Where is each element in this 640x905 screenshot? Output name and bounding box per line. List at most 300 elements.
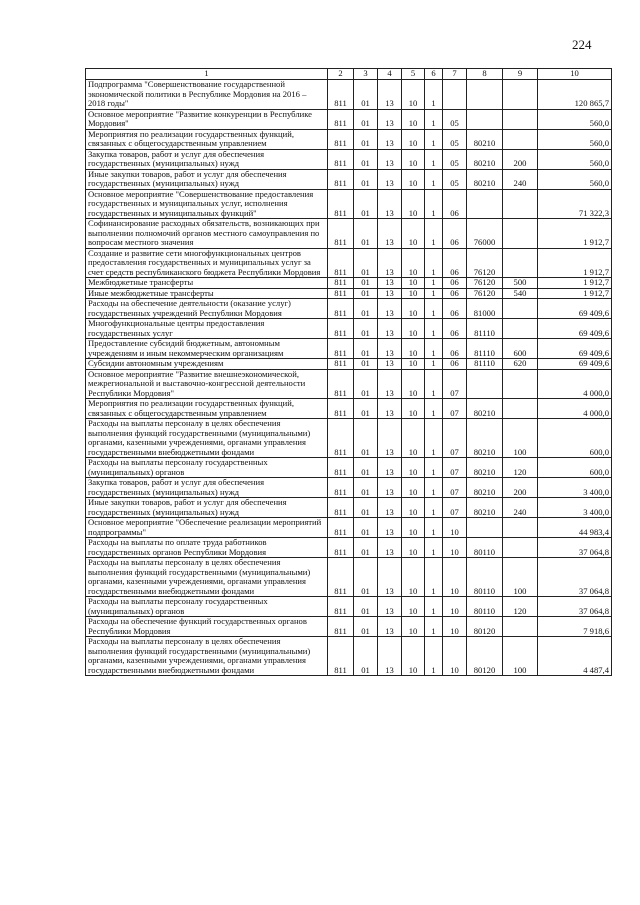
subsection-cell: 13 <box>378 369 402 399</box>
program-cell: 10 <box>402 288 425 299</box>
section-cell: 01 <box>354 419 378 458</box>
measure-cell: 07 <box>443 458 467 478</box>
table-row <box>86 558 612 597</box>
table-row <box>86 219 612 249</box>
direction-cell: 81110 <box>467 339 503 359</box>
page-number: 224 <box>572 37 592 52</box>
direction-cell: 80210 <box>467 478 503 498</box>
amount-cell: 1 912,7 <box>538 278 612 289</box>
subprogram-cell: 1 <box>425 339 443 359</box>
subprogram-cell: 1 <box>425 597 443 617</box>
table-row <box>86 538 612 558</box>
admin-code-cell: 811 <box>328 359 354 370</box>
section-cell: 01 <box>354 597 378 617</box>
direction-cell: 80210 <box>467 458 503 478</box>
table-row <box>86 299 612 319</box>
row-name-cell: Предоставление субсидий бюджетным, автономным учреждениям и иным некоммерческим организациям <box>86 339 328 359</box>
table-row <box>86 369 612 399</box>
admin-code-cell: 811 <box>328 399 354 419</box>
table-body <box>86 80 612 676</box>
admin-code-cell: 811 <box>328 538 354 558</box>
measure-cell: 06 <box>443 189 467 219</box>
row-name-cell: Софинансирование расходных обязательств, возникающих при выполнении полномочий органов местного самоуправления по вопросам местного значения <box>86 219 328 249</box>
amount-cell: 560,0 <box>538 129 612 149</box>
amount-cell: 3 400,0 <box>538 478 612 498</box>
admin-code-cell: 811 <box>328 248 354 278</box>
subsection-cell: 13 <box>378 399 402 419</box>
row-name-cell: Основное мероприятие "Развитие конкуренции в Республике Мордовия" <box>86 109 328 129</box>
amount-cell: 560,0 <box>538 149 612 169</box>
section-cell: 01 <box>354 458 378 478</box>
column-header: 1 <box>86 69 328 80</box>
program-cell: 10 <box>402 219 425 249</box>
admin-code-cell: 811 <box>328 478 354 498</box>
row-name-cell: Подпрограмма "Совершенствование государственной экономической политики в Республике Мордовия на 2016 – 2018 годы" <box>86 80 328 110</box>
section-cell: 01 <box>354 189 378 219</box>
direction-cell: 80210 <box>467 498 503 518</box>
subprogram-cell: 1 <box>425 149 443 169</box>
row-name-cell: Расходы на выплаты персоналу государственных (муниципальных) органов <box>86 597 328 617</box>
measure-cell: 10 <box>443 597 467 617</box>
section-cell: 01 <box>354 288 378 299</box>
amount-cell: 37 064,8 <box>538 597 612 617</box>
measure-cell: 05 <box>443 129 467 149</box>
subsection-cell: 13 <box>378 458 402 478</box>
direction-cell: 80110 <box>467 538 503 558</box>
row-name-cell: Расходы на выплаты персоналу в целях обеспечения выполнения функций государственными (муниципальными) органами, казенными учреждениями, органами управления государственными внебюджетными фондами <box>86 419 328 458</box>
subsection-cell: 13 <box>378 359 402 370</box>
amount-cell: 69 409,6 <box>538 319 612 339</box>
table-row <box>86 637 612 676</box>
row-name-cell: Расходы на выплаты по оплате труда работников государственных органов Республики Мордовия <box>86 538 328 558</box>
expense-type-cell: 100 <box>503 419 538 458</box>
section-cell: 01 <box>354 518 378 538</box>
subprogram-cell: 1 <box>425 518 443 538</box>
measure-cell: 10 <box>443 617 467 637</box>
subprogram-cell: 1 <box>425 219 443 249</box>
direction-cell: 76120 <box>467 288 503 299</box>
amount-cell: 4 487,4 <box>538 637 612 676</box>
amount-cell: 69 409,6 <box>538 299 612 319</box>
column-header: 7 <box>443 69 467 80</box>
amount-cell: 560,0 <box>538 109 612 129</box>
table-row <box>86 617 612 637</box>
subsection-cell: 13 <box>378 129 402 149</box>
subprogram-cell: 1 <box>425 278 443 289</box>
budget-table <box>85 68 612 676</box>
row-name-cell: Создание и развитие сети многофункциональных центров предоставления государственных и муниципальных услуг за счет средств республиканского бюджета Республики Мордовия <box>86 248 328 278</box>
section-cell: 01 <box>354 637 378 676</box>
table-row <box>86 278 612 289</box>
section-cell: 01 <box>354 359 378 370</box>
expense-type-cell: 120 <box>503 597 538 617</box>
amount-cell: 120 865,7 <box>538 80 612 110</box>
column-header: 10 <box>538 69 612 80</box>
admin-code-cell: 811 <box>328 219 354 249</box>
admin-code-cell: 811 <box>328 558 354 597</box>
subprogram-cell: 1 <box>425 169 443 189</box>
table-row <box>86 458 612 478</box>
expense-type-cell <box>503 518 538 538</box>
measure-cell: 05 <box>443 109 467 129</box>
row-name-cell: Мероприятия по реализации государственных функций, связанных с общегосударственным управлением <box>86 129 328 149</box>
row-name-cell: Расходы на выплаты персоналу государственных (муниципальных) органов <box>86 458 328 478</box>
expense-type-cell: 240 <box>503 498 538 518</box>
subsection-cell: 13 <box>378 109 402 129</box>
subsection-cell: 13 <box>378 597 402 617</box>
measure-cell: 06 <box>443 248 467 278</box>
admin-code-cell: 811 <box>328 109 354 129</box>
row-name-cell: Основное мероприятие "Обеспечение реализации мероприятий подпрограммы" <box>86 518 328 538</box>
program-cell: 10 <box>402 637 425 676</box>
table-row <box>86 129 612 149</box>
admin-code-cell: 811 <box>328 637 354 676</box>
program-cell: 10 <box>402 80 425 110</box>
measure-cell: 06 <box>443 319 467 339</box>
program-cell: 10 <box>402 498 425 518</box>
section-cell: 01 <box>354 149 378 169</box>
measure-cell: 07 <box>443 369 467 399</box>
admin-code-cell: 811 <box>328 458 354 478</box>
subprogram-cell: 1 <box>425 458 443 478</box>
subsection-cell: 13 <box>378 219 402 249</box>
measure-cell: 10 <box>443 518 467 538</box>
amount-cell: 1 912,7 <box>538 288 612 299</box>
program-cell: 10 <box>402 339 425 359</box>
program-cell: 10 <box>402 149 425 169</box>
program-cell: 10 <box>402 478 425 498</box>
subsection-cell: 13 <box>378 169 402 189</box>
subsection-cell: 13 <box>378 637 402 676</box>
expense-type-cell <box>503 109 538 129</box>
column-header: 9 <box>503 69 538 80</box>
section-cell: 01 <box>354 558 378 597</box>
direction-cell: 80210 <box>467 129 503 149</box>
section-cell: 01 <box>354 129 378 149</box>
direction-cell <box>467 80 503 110</box>
measure-cell <box>443 80 467 110</box>
expense-type-cell <box>503 369 538 399</box>
row-name-cell: Расходы на выплаты персоналу в целях обеспечения выполнения функций государственными (муниципальными) органами, казенными учреждениями, органами управления государственными внебюджетными фондами <box>86 558 328 597</box>
program-cell: 10 <box>402 169 425 189</box>
measure-cell: 06 <box>443 288 467 299</box>
subsection-cell: 13 <box>378 339 402 359</box>
subsection-cell: 13 <box>378 299 402 319</box>
expense-type-cell: 100 <box>503 637 538 676</box>
subsection-cell: 13 <box>378 80 402 110</box>
program-cell: 10 <box>402 597 425 617</box>
direction-cell: 80210 <box>467 169 503 189</box>
program-cell: 10 <box>402 419 425 458</box>
expense-type-cell <box>503 248 538 278</box>
measure-cell: 06 <box>443 339 467 359</box>
program-cell: 10 <box>402 359 425 370</box>
column-header: 8 <box>467 69 503 80</box>
program-cell: 10 <box>402 248 425 278</box>
direction-cell: 80210 <box>467 149 503 169</box>
subsection-cell: 13 <box>378 149 402 169</box>
program-cell: 10 <box>402 399 425 419</box>
subprogram-cell: 1 <box>425 109 443 129</box>
measure-cell: 06 <box>443 299 467 319</box>
expense-type-cell: 240 <box>503 169 538 189</box>
subsection-cell: 13 <box>378 278 402 289</box>
direction-cell <box>467 109 503 129</box>
subsection-cell: 13 <box>378 319 402 339</box>
amount-cell: 7 918,6 <box>538 617 612 637</box>
measure-cell: 06 <box>443 219 467 249</box>
column-header: 5 <box>402 69 425 80</box>
direction-cell: 80210 <box>467 399 503 419</box>
table-row <box>86 109 612 129</box>
row-name-cell: Закупка товаров, работ и услуг для обеспечения государственных (муниципальных) нужд <box>86 478 328 498</box>
program-cell: 10 <box>402 189 425 219</box>
program-cell: 10 <box>402 558 425 597</box>
table-row <box>86 498 612 518</box>
row-name-cell: Основное мероприятие "Совершенствование предоставления государственных и муниципальных услуг, исполнения государственных и муниципальных функций" <box>86 189 328 219</box>
table-row <box>86 169 612 189</box>
subsection-cell: 13 <box>378 617 402 637</box>
expense-type-cell <box>503 129 538 149</box>
row-name-cell: Расходы на обеспечение деятельности (оказание услуг) государственных учреждений Республики Мордовия <box>86 299 328 319</box>
amount-cell: 560,0 <box>538 169 612 189</box>
section-cell: 01 <box>354 617 378 637</box>
expense-type-cell: 120 <box>503 458 538 478</box>
subprogram-cell: 1 <box>425 288 443 299</box>
program-cell: 10 <box>402 518 425 538</box>
row-name-cell: Иные закупки товаров, работ и услуг для обеспечения государственных (муниципальных) нужд <box>86 169 328 189</box>
program-cell: 10 <box>402 278 425 289</box>
subsection-cell: 13 <box>378 288 402 299</box>
table-row <box>86 319 612 339</box>
amount-cell: 600,0 <box>538 419 612 458</box>
expense-type-cell: 200 <box>503 149 538 169</box>
direction-cell: 80210 <box>467 419 503 458</box>
amount-cell: 4 000,0 <box>538 369 612 399</box>
section-cell: 01 <box>354 399 378 419</box>
section-cell: 01 <box>354 248 378 278</box>
subprogram-cell: 1 <box>425 299 443 319</box>
amount-cell: 69 409,6 <box>538 359 612 370</box>
amount-cell: 37 064,8 <box>538 558 612 597</box>
direction-cell <box>467 189 503 219</box>
direction-cell <box>467 369 503 399</box>
admin-code-cell: 811 <box>328 129 354 149</box>
section-cell: 01 <box>354 109 378 129</box>
subprogram-cell: 1 <box>425 498 443 518</box>
section-cell: 01 <box>354 538 378 558</box>
table-row <box>86 518 612 538</box>
direction-cell: 76000 <box>467 219 503 249</box>
section-cell: 01 <box>354 339 378 359</box>
row-name-cell: Иные межбюджетные трансферты <box>86 288 328 299</box>
row-name-cell: Расходы на обеспечение функций государственных органов Республики Мордовия <box>86 617 328 637</box>
expense-type-cell: 100 <box>503 558 538 597</box>
amount-cell: 1 912,7 <box>538 248 612 278</box>
subprogram-cell: 1 <box>425 248 443 278</box>
amount-cell: 71 322,3 <box>538 189 612 219</box>
table-row <box>86 339 612 359</box>
subprogram-cell: 1 <box>425 359 443 370</box>
row-name-cell: Иные закупки товаров, работ и услуг для обеспечения государственных (муниципальных) нужд <box>86 498 328 518</box>
amount-cell: 69 409,6 <box>538 339 612 359</box>
measure-cell: 10 <box>443 558 467 597</box>
admin-code-cell: 811 <box>328 597 354 617</box>
expense-type-cell: 620 <box>503 359 538 370</box>
program-cell: 10 <box>402 129 425 149</box>
admin-code-cell: 811 <box>328 518 354 538</box>
admin-code-cell: 811 <box>328 189 354 219</box>
direction-cell: 80120 <box>467 637 503 676</box>
expense-type-cell: 200 <box>503 478 538 498</box>
subprogram-cell: 1 <box>425 558 443 597</box>
row-name-cell: Основное мероприятие "Развитие внешнеэкономической, межрегиональной и выставочно-конгрессной деятельности Республики Мордовия" <box>86 369 328 399</box>
subprogram-cell: 1 <box>425 319 443 339</box>
section-cell: 01 <box>354 80 378 110</box>
amount-cell: 600,0 <box>538 458 612 478</box>
subprogram-cell: 1 <box>425 189 443 219</box>
amount-cell: 4 000,0 <box>538 399 612 419</box>
table-row <box>86 288 612 299</box>
subprogram-cell: 1 <box>425 478 443 498</box>
program-cell: 10 <box>402 109 425 129</box>
program-cell: 10 <box>402 617 425 637</box>
section-cell: 01 <box>354 478 378 498</box>
subprogram-cell: 1 <box>425 129 443 149</box>
admin-code-cell: 811 <box>328 498 354 518</box>
section-cell: 01 <box>354 169 378 189</box>
program-cell: 10 <box>402 299 425 319</box>
admin-code-cell: 811 <box>328 149 354 169</box>
measure-cell: 07 <box>443 498 467 518</box>
admin-code-cell: 811 <box>328 80 354 110</box>
program-cell: 10 <box>402 319 425 339</box>
section-cell: 01 <box>354 278 378 289</box>
table-row <box>86 189 612 219</box>
subprogram-cell: 1 <box>425 80 443 110</box>
subprogram-cell: 1 <box>425 617 443 637</box>
subprogram-cell: 1 <box>425 637 443 676</box>
direction-cell: 81110 <box>467 359 503 370</box>
table-row <box>86 419 612 458</box>
expense-type-cell: 500 <box>503 278 538 289</box>
table-header-row <box>86 69 612 80</box>
expense-type-cell <box>503 299 538 319</box>
subsection-cell: 13 <box>378 498 402 518</box>
table-row <box>86 478 612 498</box>
admin-code-cell: 811 <box>328 319 354 339</box>
subprogram-cell: 1 <box>425 538 443 558</box>
program-cell: 10 <box>402 369 425 399</box>
table-row <box>86 80 612 110</box>
direction-cell: 81000 <box>467 299 503 319</box>
measure-cell: 05 <box>443 169 467 189</box>
column-header: 3 <box>354 69 378 80</box>
expense-type-cell <box>503 189 538 219</box>
subsection-cell: 13 <box>378 558 402 597</box>
row-name-cell: Субсидии автономным учреждениям <box>86 359 328 370</box>
section-cell: 01 <box>354 219 378 249</box>
amount-cell: 37 064,8 <box>538 538 612 558</box>
section-cell: 01 <box>354 498 378 518</box>
admin-code-cell: 811 <box>328 169 354 189</box>
measure-cell: 05 <box>443 149 467 169</box>
direction-cell <box>467 518 503 538</box>
measure-cell: 10 <box>443 538 467 558</box>
expense-type-cell <box>503 399 538 419</box>
column-header: 6 <box>425 69 443 80</box>
measure-cell: 10 <box>443 637 467 676</box>
subsection-cell: 13 <box>378 478 402 498</box>
table-row <box>86 248 612 278</box>
row-name-cell: Мероприятия по реализации государственных функций, связанных с общегосударственным управлением <box>86 399 328 419</box>
subsection-cell: 13 <box>378 538 402 558</box>
amount-cell: 1 912,7 <box>538 219 612 249</box>
row-name-cell: Закупка товаров, работ и услуг для обеспечения государственных (муниципальных) нужд <box>86 149 328 169</box>
subsection-cell: 13 <box>378 419 402 458</box>
admin-code-cell: 811 <box>328 617 354 637</box>
table-row <box>86 399 612 419</box>
direction-cell: 76120 <box>467 278 503 289</box>
row-name-cell: Межбюджетные трансферты <box>86 278 328 289</box>
admin-code-cell: 811 <box>328 288 354 299</box>
row-name-cell: Многофункциональные центры предоставления государственных услуг <box>86 319 328 339</box>
measure-cell: 07 <box>443 478 467 498</box>
expense-type-cell: 540 <box>503 288 538 299</box>
direction-cell: 80120 <box>467 617 503 637</box>
measure-cell: 06 <box>443 359 467 370</box>
admin-code-cell: 811 <box>328 369 354 399</box>
admin-code-cell: 811 <box>328 278 354 289</box>
direction-cell: 80110 <box>467 558 503 597</box>
amount-cell: 3 400,0 <box>538 498 612 518</box>
table-row <box>86 359 612 370</box>
subprogram-cell: 1 <box>425 369 443 399</box>
subsection-cell: 13 <box>378 518 402 538</box>
measure-cell: 06 <box>443 278 467 289</box>
expense-type-cell <box>503 219 538 249</box>
admin-code-cell: 811 <box>328 339 354 359</box>
subprogram-cell: 1 <box>425 419 443 458</box>
admin-code-cell: 811 <box>328 299 354 319</box>
section-cell: 01 <box>354 319 378 339</box>
direction-cell: 76120 <box>467 248 503 278</box>
row-name-cell: Расходы на выплаты персоналу в целях обеспечения выполнения функций государственными (муниципальными) органами, казенными учреждениями, органами управления государственными внебюджетными фондами <box>86 637 328 676</box>
direction-cell: 81110 <box>467 319 503 339</box>
subsection-cell: 13 <box>378 189 402 219</box>
column-header: 4 <box>378 69 402 80</box>
admin-code-cell: 811 <box>328 419 354 458</box>
program-cell: 10 <box>402 458 425 478</box>
table-row <box>86 149 612 169</box>
expense-type-cell <box>503 80 538 110</box>
subprogram-cell: 1 <box>425 399 443 419</box>
subsection-cell: 13 <box>378 248 402 278</box>
section-cell: 01 <box>354 369 378 399</box>
table-row <box>86 597 612 617</box>
measure-cell: 07 <box>443 419 467 458</box>
program-cell: 10 <box>402 538 425 558</box>
measure-cell: 07 <box>443 399 467 419</box>
column-header: 2 <box>328 69 354 80</box>
expense-type-cell <box>503 538 538 558</box>
expense-type-cell: 600 <box>503 339 538 359</box>
expense-type-cell <box>503 617 538 637</box>
direction-cell: 80110 <box>467 597 503 617</box>
section-cell: 01 <box>354 299 378 319</box>
amount-cell: 44 983,4 <box>538 518 612 538</box>
expense-type-cell <box>503 319 538 339</box>
